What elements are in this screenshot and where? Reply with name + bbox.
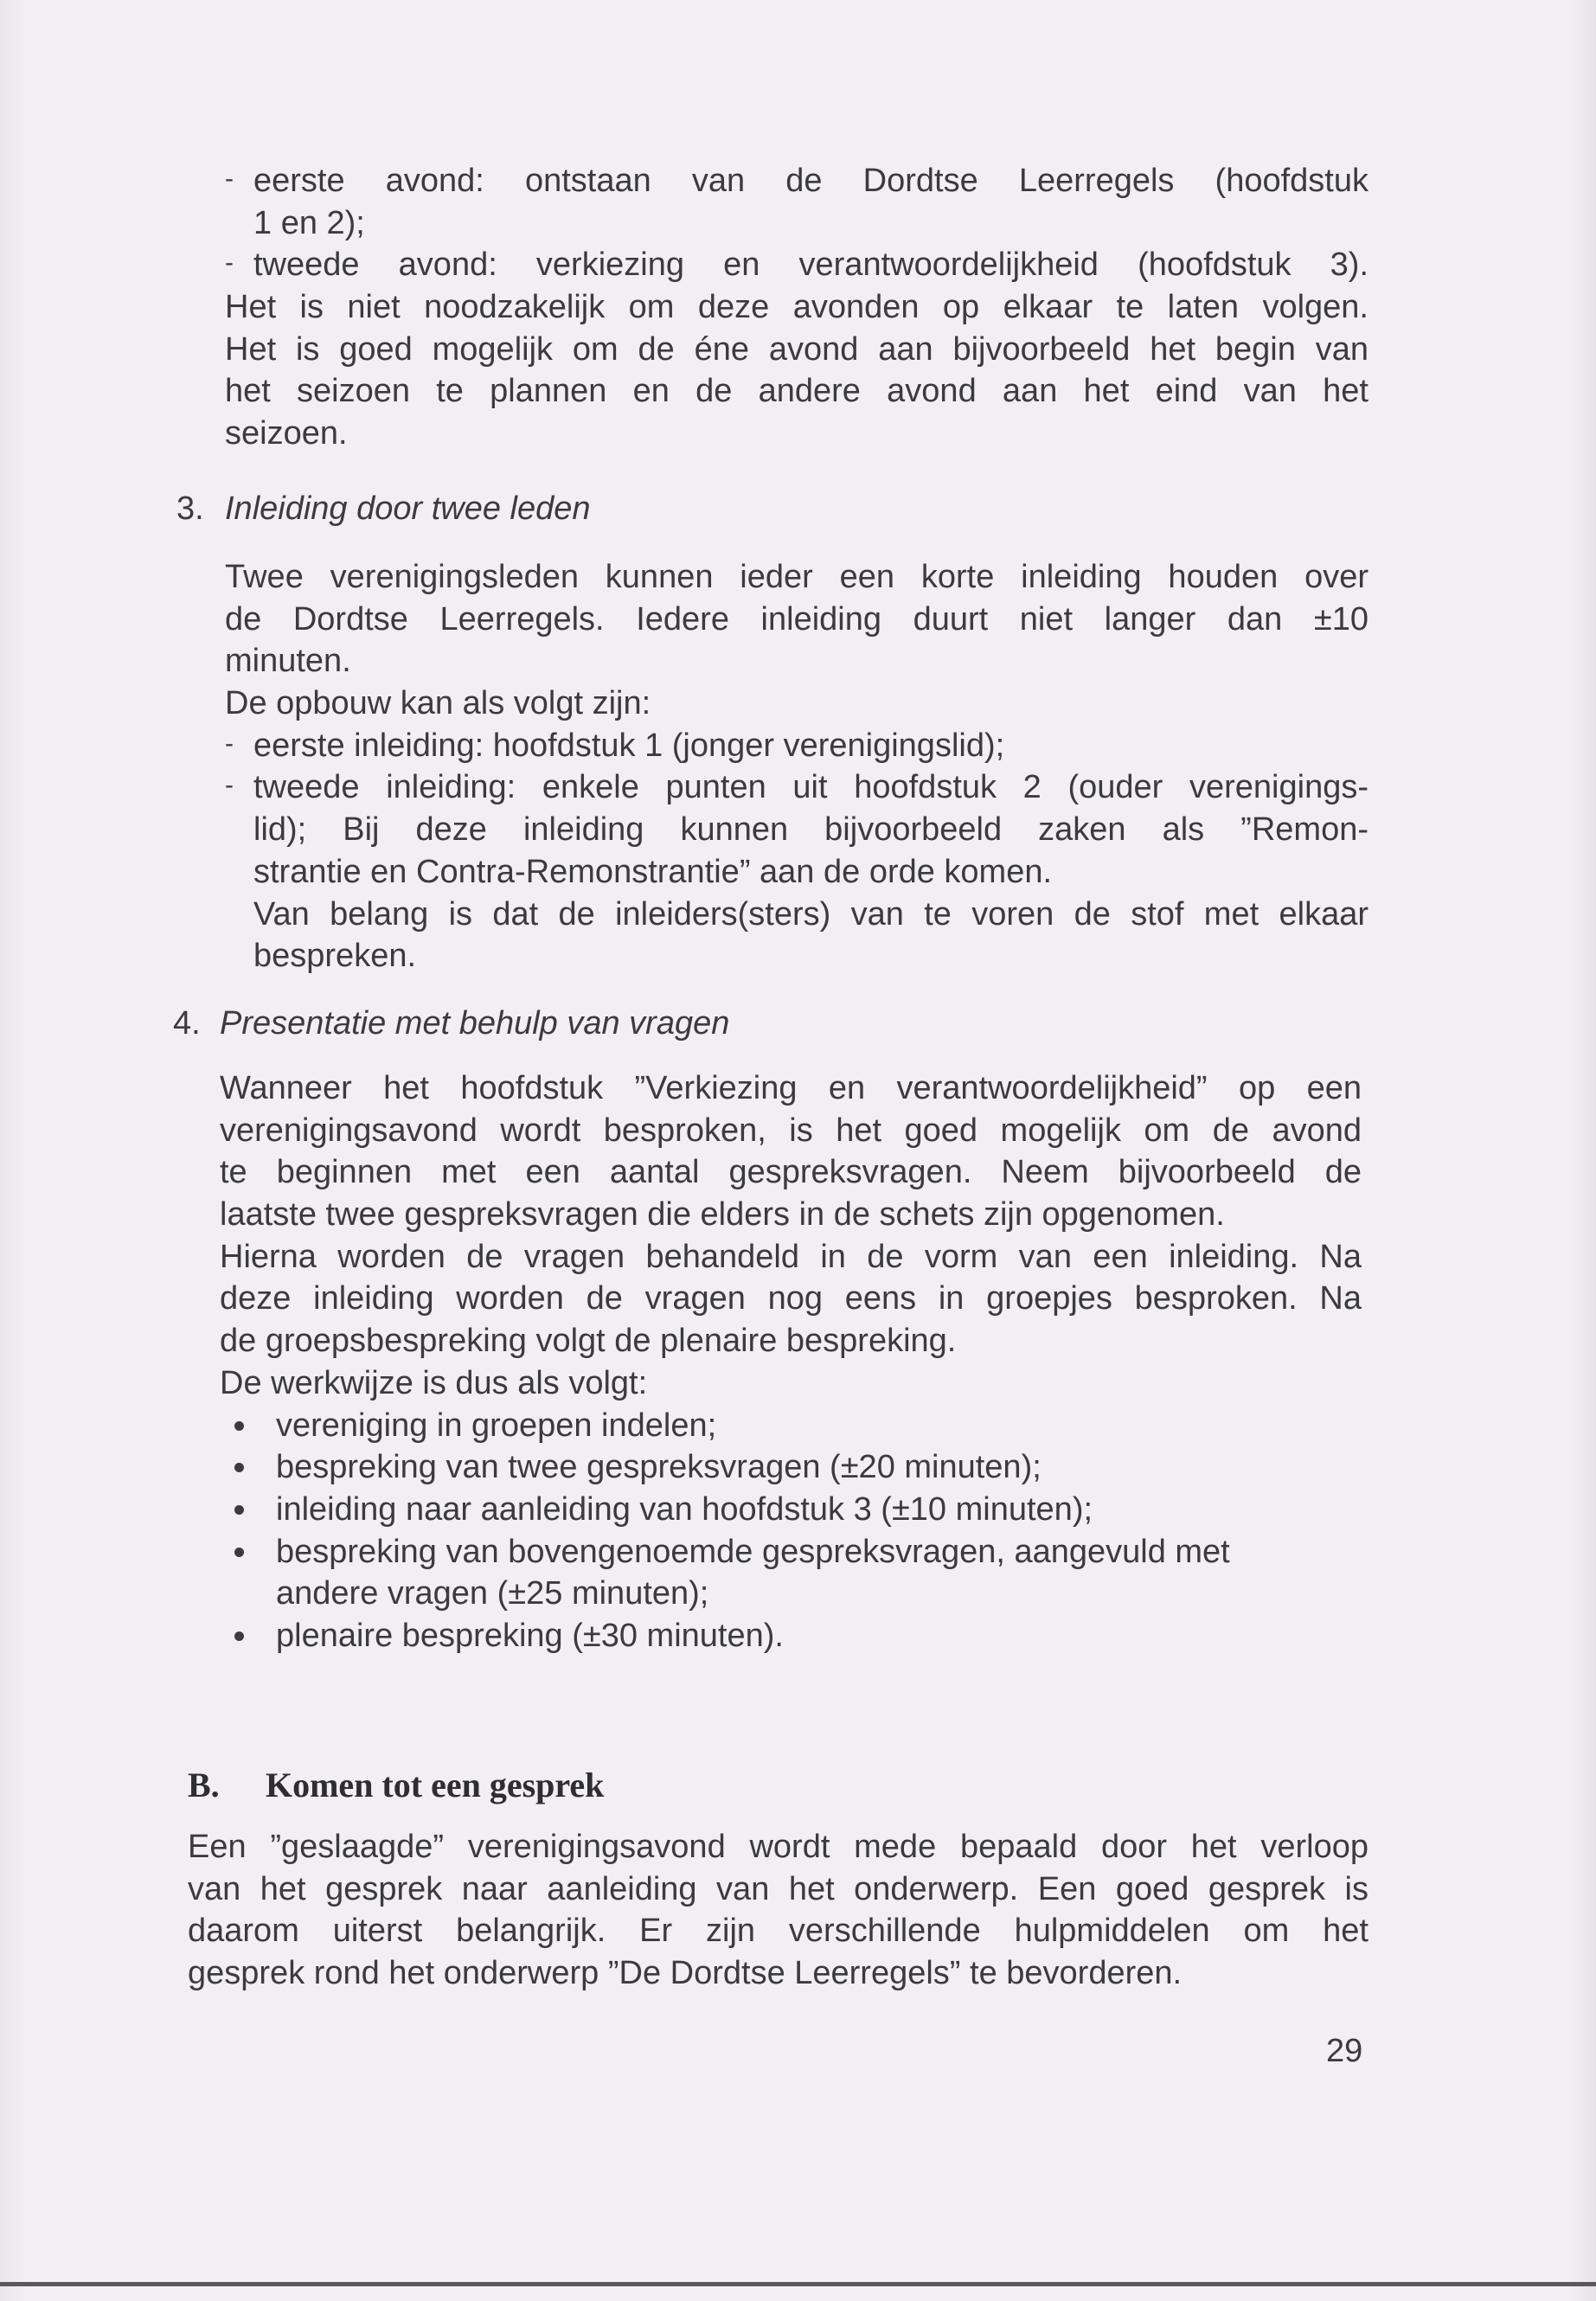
text-line: daarom uiterst belangrijk. Er zijn verschillende hulpmiddelen om het — [188, 1913, 1368, 1950]
list-item: - eerste avond: ontstaan van de Dordtse Leerregels (hoofdstuk — [225, 160, 1368, 202]
bullet-item — [234, 1531, 1362, 1574]
text-line: De werkwijze is dus als volgt: — [220, 1364, 648, 1401]
text-line: deze inleiding worden de vragen nog eens in groepjes besproken. Na — [220, 1280, 1362, 1317]
text-line: Twee verenigingsleden kunnen ieder een korte inleiding houden over — [225, 559, 1368, 595]
list-item: - eerste inleiding: hoofdstuk 1 (jonger verenigingslid); — [225, 725, 1368, 767]
text-line: Een ”geslaagde” verenigingsavond wordt mede bepaald door het verloop — [188, 1829, 1368, 1865]
text-line: gesprek rond het onderwerp ”De Dordtse Leerregels” te bevorderen. — [188, 1955, 1183, 1992]
bullet-icon — [234, 1548, 244, 1557]
section-title: Presentatie met behulp van vragen — [220, 1005, 730, 1042]
page-number: 29 — [1326, 2033, 1363, 2069]
bullet-text: bespreking van twee gespreksvragen (±20 minuten); — [276, 1449, 1042, 1486]
text-line: het seizoen te plannen en de andere avond aan het eind van het — [225, 373, 1368, 410]
bullet-item — [234, 1405, 1362, 1447]
list-item: - tweede avond: verkiezing en verantwoordelijkheid (hoofdstuk 3). — [225, 244, 1368, 286]
text-line: de Dordtse Leerregels. Iedere inleiding duurt niet langer dan ±10 — [225, 600, 1368, 638]
text-line: De opbouw kan als volgt zijn: — [225, 685, 651, 722]
bullet-icon — [234, 1421, 244, 1431]
bullet-item — [234, 1446, 1362, 1489]
bullet-text: inleiding naar aanleiding van hoofdstuk 3 (±10 minuten); — [276, 1490, 1093, 1528]
bullet-icon — [234, 1631, 244, 1641]
text-line: laatste twee gespreksvragen die elders in de schets zijn opgenomen. — [220, 1196, 1225, 1234]
section-3-body — [225, 556, 1368, 977]
bullet-text: vereniging in groepen indelen; — [276, 1407, 717, 1444]
list-item-continuation: strantie en Contra-Remonstrantie” aan de orde komen. — [253, 853, 1053, 890]
section-number: 4. — [173, 1005, 201, 1042]
top-paragraph — [225, 160, 1368, 455]
section-number: 3. — [176, 490, 204, 527]
bullet-text: plenaire bespreking (±30 minuten). — [276, 1617, 784, 1654]
text-line: Hierna worden de vragen behandeld in de vorm van een inleiding. Na — [220, 1238, 1362, 1275]
bullet-text: bespreking van bovengenoemde gespreksvragen, aangevuld met — [276, 1533, 1230, 1570]
list-item-continuation: lid); Bij deze inleiding kunnen bijvoorbeeld zaken als ”Remon- — [253, 811, 1368, 849]
section-letter: B. — [188, 1766, 220, 1804]
text-line: verenigingsavond wordt besproken, is het goed mogelijk om de avond — [220, 1112, 1362, 1149]
text-line: Het is niet noodzakelijk om deze avonden op elkaar te laten volgen. — [225, 289, 1368, 326]
text-line: te beginnen met een aantal gespreksvragen. Neem bijvoorbeeld de — [220, 1154, 1362, 1191]
bullet-text: andere vragen (±25 minuten); — [276, 1575, 709, 1612]
section-4-body — [220, 1067, 1362, 1657]
text-line: seizoen. — [225, 415, 348, 452]
section-b-heading — [188, 1765, 605, 1805]
text-line: de groepsbespreking volgt de plenaire bespreking. — [220, 1323, 957, 1360]
section-title: Inleiding door twee leden — [225, 490, 591, 527]
text-line: Wanneer het hoofdstuk ”Verkiezing en verantwoordelijkheid” op een — [220, 1070, 1362, 1106]
bullet-icon — [234, 1505, 244, 1515]
bullet-item — [234, 1489, 1362, 1531]
text-line: minuten. — [225, 643, 351, 680]
page-edge-divider — [0, 2282, 1596, 2286]
bullet-icon — [234, 1463, 244, 1472]
list-item-continuation: 1 en 2); — [253, 204, 365, 241]
section-title: Komen tot een gesprek — [266, 1766, 605, 1804]
text-line: Van belang is dat de inleiders(sters) van te voren de stof met elkaar — [253, 895, 1368, 933]
bullet-item — [234, 1615, 1362, 1657]
text-line: van het gesprek naar aanleiding van het onderwerp. Een goed gesprek is — [188, 1870, 1368, 1907]
text-line: Het is goed mogelijk om de éne avond aan bijvoorbeeld het begin van — [225, 330, 1368, 368]
section-b-body — [188, 1826, 1368, 1995]
bullet-item-continuation — [234, 1573, 1362, 1615]
text-line: bespreken. — [253, 938, 417, 975]
list-item: - tweede inleiding: enkele punten uit hoofdstuk 2 (ouder verenigings- — [225, 766, 1368, 809]
